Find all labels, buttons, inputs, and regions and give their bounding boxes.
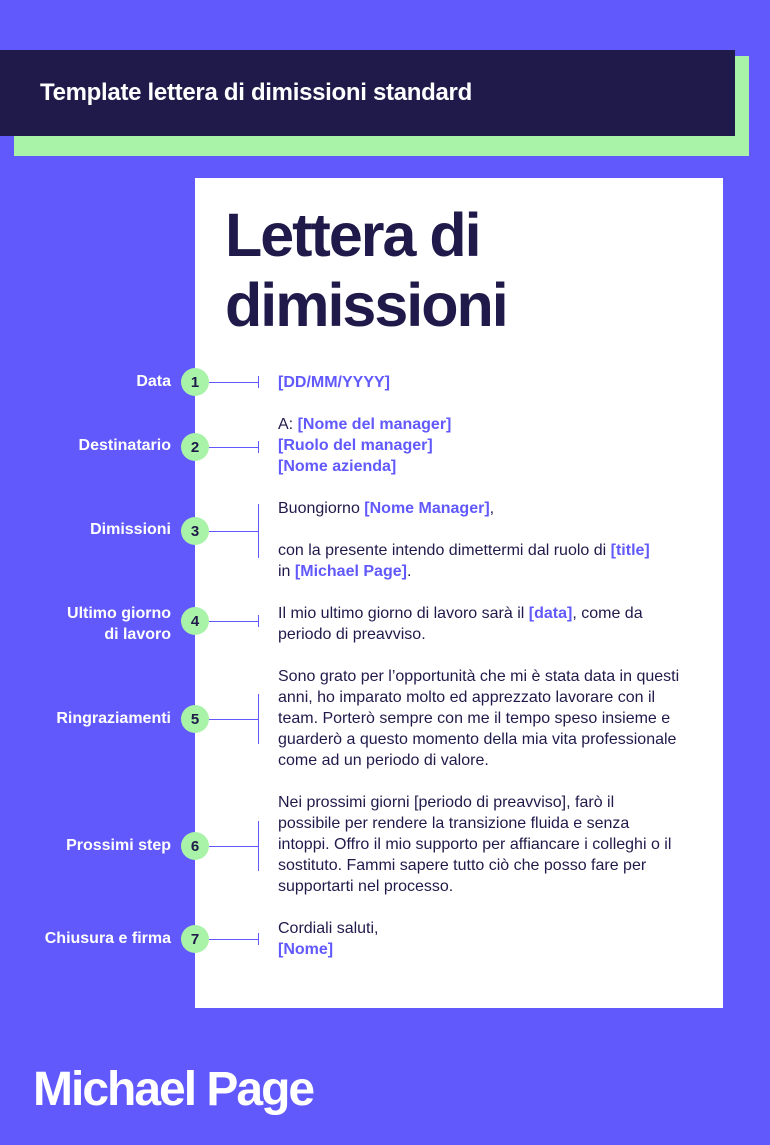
letter-title: Lettera di dimissioni bbox=[225, 201, 507, 339]
label-dimissioni: Dimissioni bbox=[90, 521, 171, 538]
label-chiusura: Chiusura e firma bbox=[44, 930, 171, 947]
resignation-text: con la presente intendo dimettermi dal ruolo di bbox=[278, 542, 611, 559]
connector-6 bbox=[209, 846, 259, 847]
step-badge-7: 7 bbox=[181, 925, 209, 953]
section-recipient bbox=[278, 414, 698, 477]
last-day-placeholder: [data] bbox=[528, 605, 573, 622]
resignation-end: . bbox=[406, 563, 412, 580]
label-ultimo-giorno-line2: di lavoro bbox=[104, 626, 171, 643]
connector-2-cap bbox=[258, 441, 259, 453]
header-banner bbox=[0, 50, 735, 136]
company-name-placeholder: [Nome azienda] bbox=[278, 458, 397, 475]
title-placeholder: [title] bbox=[610, 542, 650, 559]
manager-role-placeholder: [Ruolo del manager] bbox=[278, 437, 433, 454]
last-day-text: Il mio ultimo giorno di lavoro sarà il bbox=[278, 605, 529, 622]
resignation-in: in bbox=[278, 563, 295, 580]
step-badge-5: 5 bbox=[181, 705, 209, 733]
greeting-suffix: , bbox=[489, 500, 495, 517]
last-day-rest: , come da periodo di preavviso. bbox=[278, 605, 643, 643]
manager-name-placeholder: [Nome del manager] bbox=[297, 416, 452, 433]
label-ultimo-giorno-line1: Ultimo giorno bbox=[67, 605, 171, 622]
connector-7 bbox=[209, 939, 259, 940]
section-resignation bbox=[278, 498, 698, 582]
step-badge-2: 2 bbox=[181, 433, 209, 461]
section-date bbox=[278, 372, 698, 393]
recipient-prefix: A: bbox=[278, 416, 298, 433]
michael-page-logo: Michael Page bbox=[33, 1063, 314, 1116]
section-thanks: Sono grato per l’opportunità che mi è stata data in questi anni, ho imparato molto ed apprezzato lavorare con il team. Porterò sempre con me il tempo speso insieme e guarderò a questo momento della mia vita professionale come ad un periodo di valore. bbox=[278, 668, 680, 769]
label-prossimi-step: Prossimi step bbox=[66, 837, 171, 854]
signature-placeholder: [Nome] bbox=[278, 941, 334, 958]
label-ultimo-giorno bbox=[67, 603, 171, 645]
step-badge-4: 4 bbox=[181, 607, 209, 635]
label-ringraziamenti: Ringraziamenti bbox=[56, 710, 171, 727]
connector-4 bbox=[209, 621, 259, 622]
greeting-prefix: Buongiorno bbox=[278, 500, 365, 517]
step-badge-6: 6 bbox=[181, 832, 209, 860]
connector-4-cap bbox=[258, 615, 259, 627]
connector-5 bbox=[209, 719, 259, 720]
date-placeholder: [DD/MM/YYYY] bbox=[278, 374, 390, 391]
connector-3 bbox=[209, 531, 259, 532]
connector-5-bracket bbox=[258, 694, 259, 744]
label-data: Data bbox=[136, 373, 171, 390]
connector-6-bracket bbox=[258, 821, 259, 871]
step-badge-3: 3 bbox=[181, 517, 209, 545]
page-title: Template lettera di dimissioni standard bbox=[40, 79, 472, 106]
section-next-steps: Nei prossimi giorni [periodo di preavviso], farò il possibile per rendere la transizione fluida e senza intoppi. Offro il mio supporto per affiancare i colleghi o il sostituto. Fammi sapere tutto ciò che posso fare per supportarti nel processo. bbox=[278, 794, 672, 895]
connector-2 bbox=[209, 447, 259, 448]
connector-7-cap bbox=[258, 933, 259, 945]
step-badge-1: 1 bbox=[181, 368, 209, 396]
section-closing bbox=[278, 918, 698, 960]
connector-1 bbox=[209, 382, 259, 383]
closing-text: Cordiali saluti, bbox=[278, 920, 379, 937]
company-placeholder: [Michael Page] bbox=[294, 563, 407, 580]
label-destinatario: Destinatario bbox=[78, 437, 171, 454]
connector-3-bracket bbox=[258, 504, 259, 558]
greeting-name-placeholder: [Nome Manager] bbox=[364, 500, 490, 517]
section-last-day bbox=[278, 603, 673, 645]
connector-1-cap bbox=[258, 376, 259, 388]
